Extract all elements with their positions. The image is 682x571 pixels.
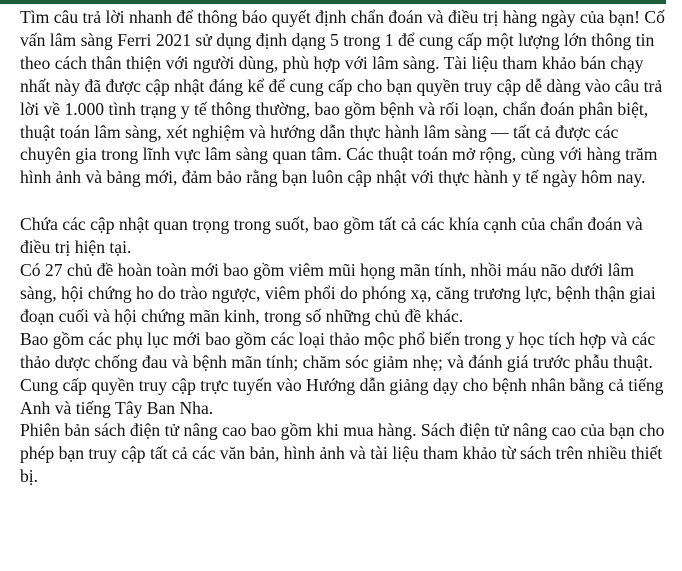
intro-paragraph: Tìm câu trả lời nhanh để thông báo quyết định chẩn đoán và điều trị hàng ngày của bạn! Cố vấn lâm sàng Ferri 2021 sử dụng định dạng 5 trong 1 để cung cấp một lượng lớn thông tin theo cách thân thiện với người dùng, phù hợp với lâm sàng. Tài liệu tham khảo bán chạy nhất này đã được cập nhật đáng kể để cung cấp cho bạn quyền truy cập dễ dàng vào câu trả lời về 1.000 tình trạng y tế thông thường, bao gồm bệnh và rối loạn, chẩn đoán phân biệt, thuật toán lâm sàng, xét nghiệm và hướng dẫn thực hành lâm sàng — tất cả được các chuyên gia trong lĩnh vực lâm sàng quan tâm. Các thuật toán mở rộng, cùng với hàng trăm hình ảnh và bảng mới, đảm bảo rằng bạn luôn cập nhật với thực hành y tế ngày hôm nay. [20,7,665,188]
feature-item: Phiên bản sách điện tử nâng cao bao gồm khi mua hàng. Sách điện tử nâng cao của bạn cho phép bạn truy cập tất cả các văn bản, hình ảnh và tài liệu tham khảo từ sách trên nhiều thiết bị. [20,420,665,487]
feature-item: Chứa các cập nhật quan trọng trong suốt, bao gồm tất cả các khía cạnh của chẩn đoán và điều trị hiện tại. [20,214,643,258]
feature-item: Cung cấp quyền truy cập trực tuyến vào Hướng dẫn giảng dạy cho bệnh nhân bằng cả tiếng Anh và tiếng Tây Ban Nha. [20,374,664,418]
top-accent-bar [0,0,666,4]
product-description [20,6,670,488]
feature-item: Bao gồm các phụ lục mới bao gồm các loại thảo mộc phổ biến trong y học tích hợp và các thảo dược chống đau và bệnh mãn tính; chăm sóc giảm nhẹ; và đánh giá trước phẫu thuật. [20,328,656,372]
paragraph-spacer [20,189,670,213]
feature-item: Có 27 chủ đề hoàn toàn mới bao gồm viêm mũi họng mãn tính, nhồi máu não dưới lâm sàng, hội chứng ho do trào ngược, viêm phổi do phóng xạ, căng trương lực, bệnh thận giai đoạn cuối và hội chứng mãn kinh, trong số những chủ đề khác. [20,260,656,326]
